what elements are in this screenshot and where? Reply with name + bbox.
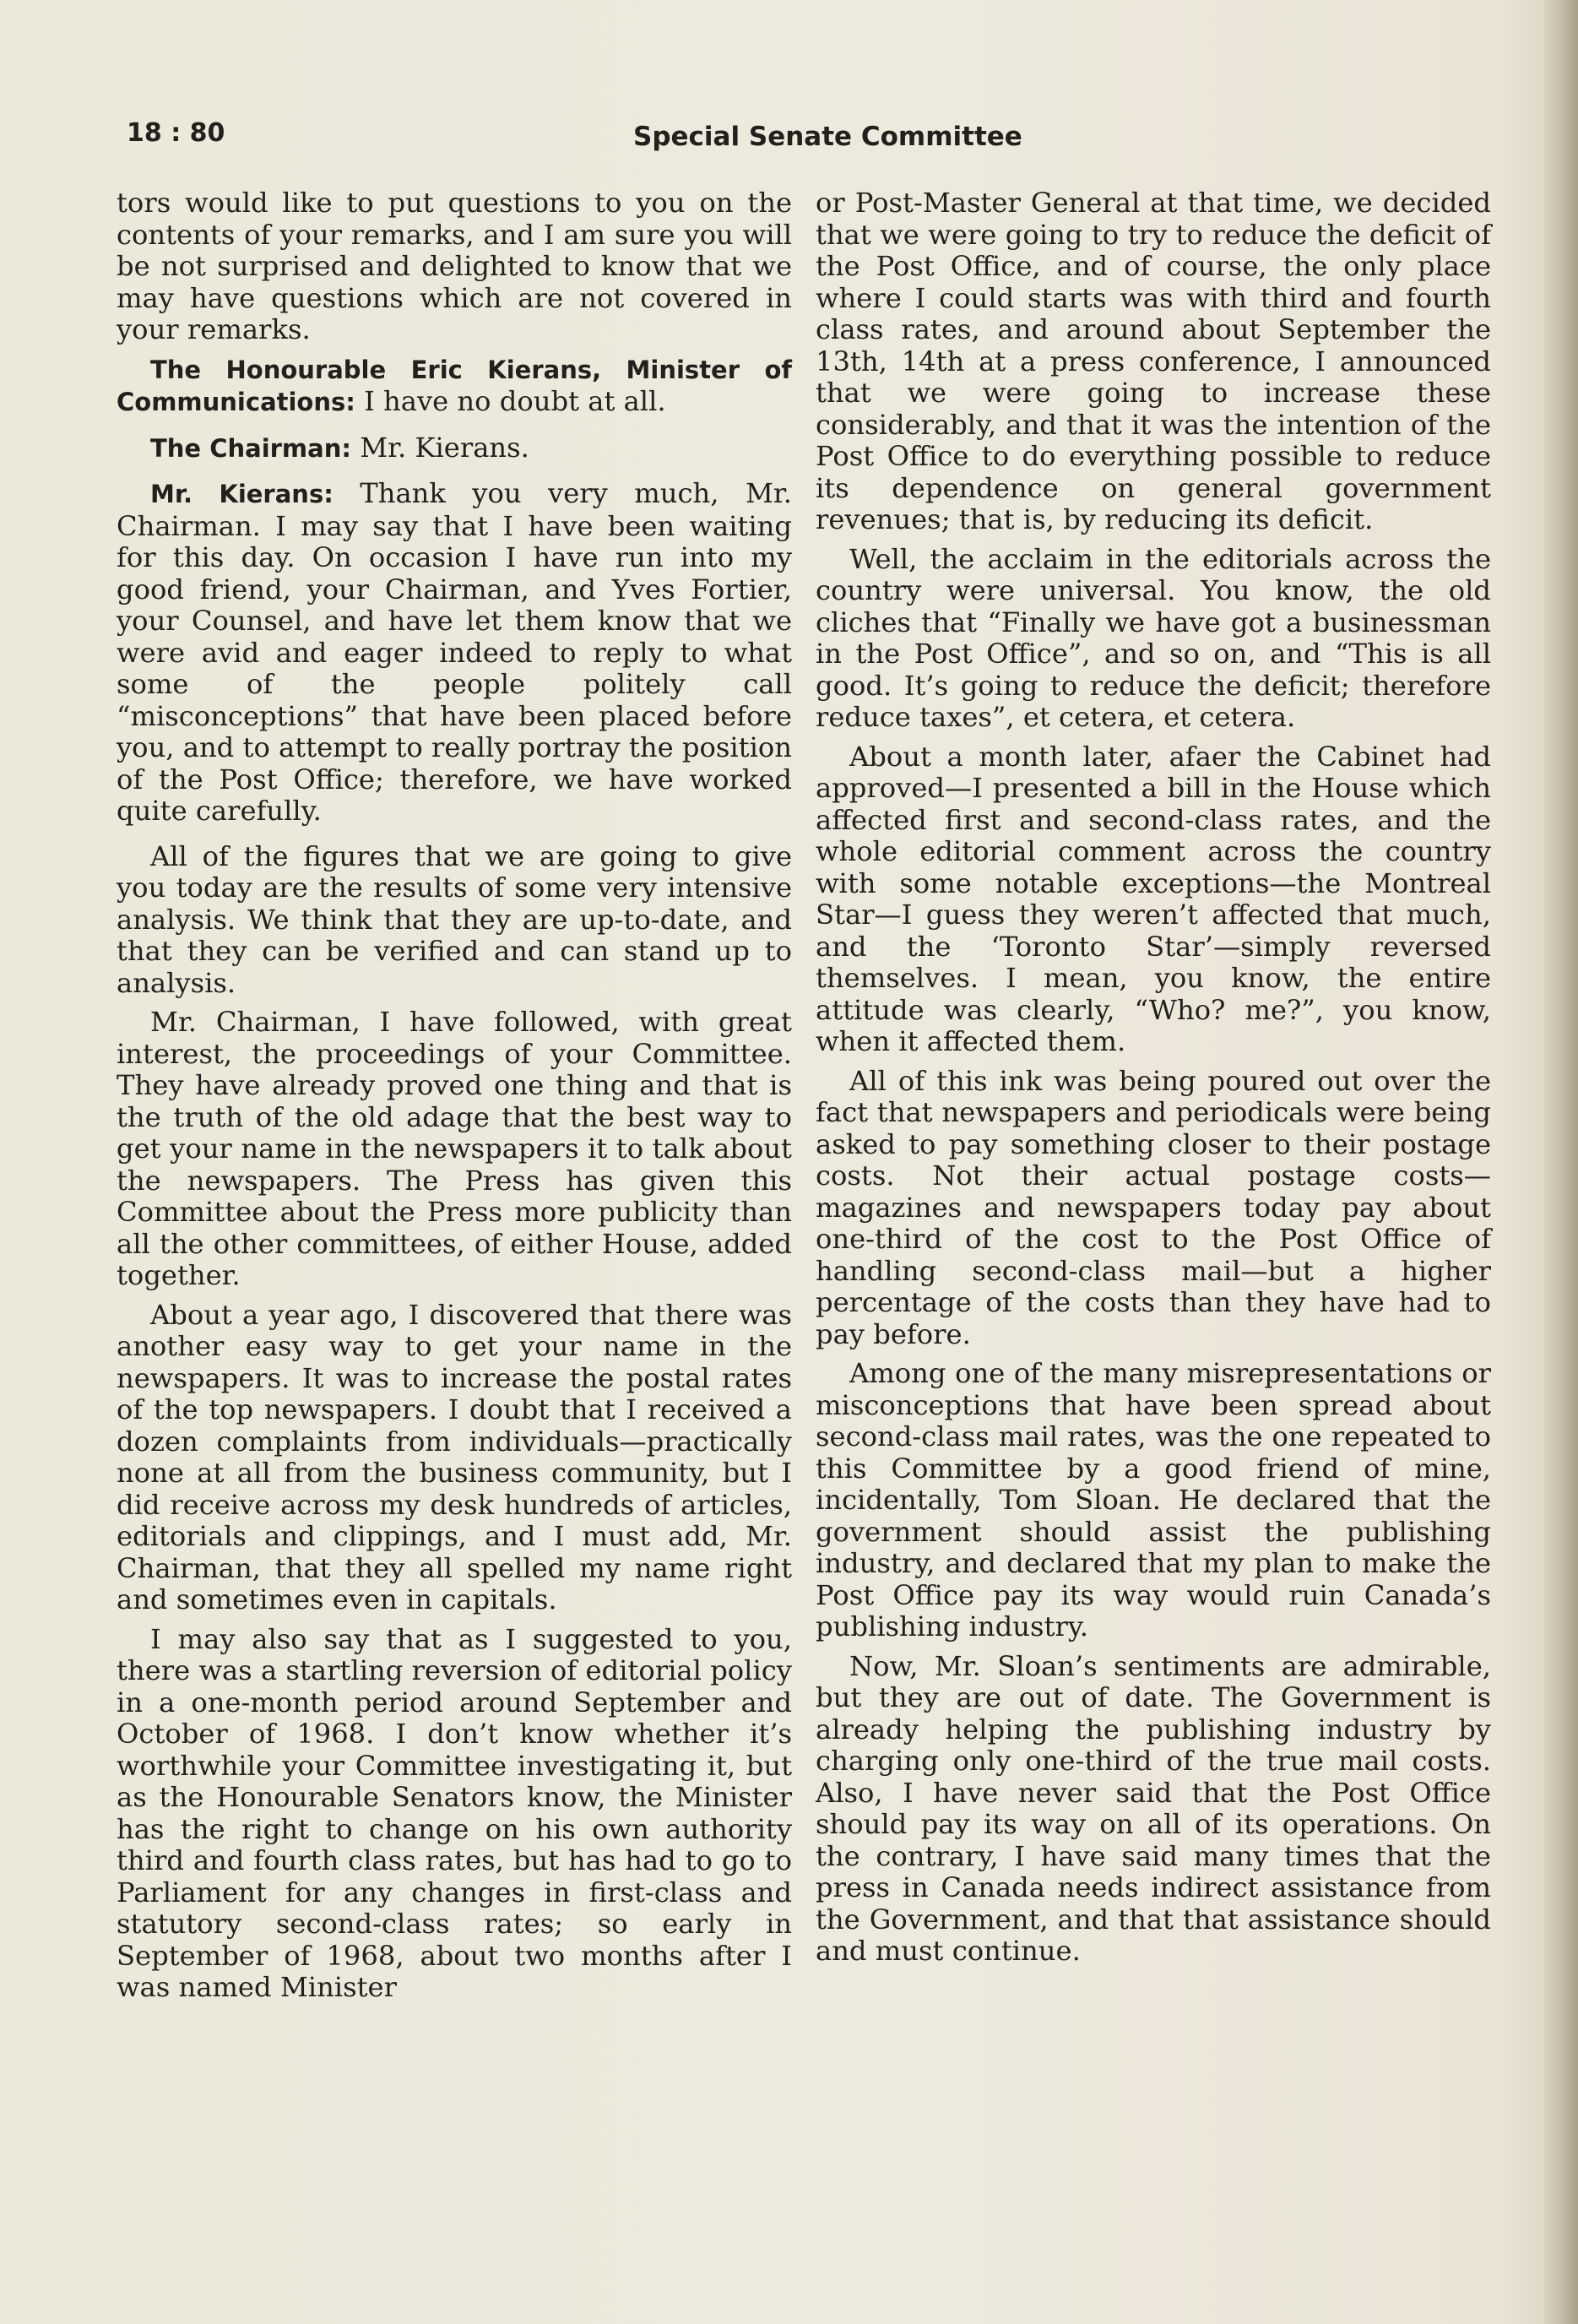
- paragraph: About a year ago, I discovered that there was another easy way to get your name in the newspapers. It was to increase the postal rates of the top newspapers. I doubt that I received a dozen complaints from individuals—practically none at all from the business community, but I did receive across my desk hundreds of articles, editorials and clippings, and I must add, Mr. Chairman, that they all spelled my name right and sometimes even in capitals.: [117, 1298, 792, 1615]
- speech-paragraph: [117, 478, 792, 828]
- paragraph: Mr. Chairman, I have followed, with great interest, the proceedings of your Committee. They have already proved one thing and that is the truth of the old adage that the best way to get your name in the newspapers it to talk about the newspapers. The Press has given this Committee about the Press more publicity than all the other committees, of either House, added together.: [117, 1006, 792, 1291]
- page-number: 18 : 80: [127, 118, 225, 148]
- speech-paragraph: [117, 432, 792, 465]
- speaker-name: The Honourable Eric Kierans, Minister of Communications:: [117, 355, 792, 416]
- speech-paragraph: [117, 354, 792, 419]
- speech-text: I have no doubt at all.: [355, 385, 666, 417]
- paragraph: Well, the acclaim in the editorials across the country were universal. You know, the old cliches that “Finally we have got a businessman in the Post Office”, and so on, and “This is all good. It’s going to reduce the deficit; therefore reduce taxes”, et cetera, et cetera.: [816, 542, 1491, 733]
- left-column: [117, 187, 792, 2012]
- speaker-name: The Chairman:: [150, 433, 351, 463]
- paragraph: Now, Mr. Sloan’s sentiments are admirable, but they are out of date. The Government is already helping the publishing industry by charging only one-third of the true mail costs. Also, I have never said that the Post Office should pay its way on all of its operations. On the contrary, I have said many times that the press in Canada needs indirect assistance from the Government, and that that assistance should and must continue.: [816, 1649, 1491, 1967]
- right-column: [816, 187, 1491, 1975]
- paragraph: tors would like to put questions to you on the contents of your remarks, and I am sure you will be not surprised and delighted to know that we may have questions which are not covered in your remarks.: [117, 187, 792, 345]
- running-title: Special Senate Committee: [633, 122, 1022, 152]
- paragraph: All of the figures that we are going to give you today are the results of some very intensive analysis. We think that they are up-to-date, and that they can be verified and can stand up to analysis.: [117, 839, 792, 999]
- paragraph: About a month later, afaer the Cabinet had approved—I presented a bill in the House which affected first and second-class rates, and the whole editorial comment across the country with some notable exceptions—the Montreal Star—I guess they weren’t affected that much, and the ‘Toronto Star’—simply reversed themselves. I mean, you know, the entire attitude was clearly, “Who? me?”, you know, when it affected them.: [816, 740, 1491, 1057]
- speech-text: Mr. Kierans.: [350, 431, 529, 464]
- page-header: [127, 118, 1511, 160]
- book-spine-shadow: [1544, 0, 1578, 2324]
- speaker-name: Mr. Kierans:: [150, 480, 333, 508]
- paragraph: Among one of the many misrepresentations or misconceptions that have been spread about second-class mail rates, was the one repeated to this Committee by a good friend of mine, incidentally, Tom Sloan. He declared that the government should assist the publishing industry, and declared that my plan to make the Post Office pay its way would ruin Canada’s publishing industry.: [816, 1357, 1491, 1643]
- paragraph: I may also say that as I suggested to you, there was a startling reversion of editorial policy in a one-month period around September and October of 1968. I don’t know whether it’s worthwhile your Committee investigating it, but as the Honourable Senators know, the Minister has the right to change on his own authority third and fourth class rates, but has had to go to Parliament for any changes in first-class and statutory second-class rates; so early in September of 1968, about two months after I was named Minister: [117, 1622, 792, 2003]
- speech-text: Thank you very much, Mr. Chairman. I may say that I have been waiting for this day. On occasion I have run into my good friend, your Chairman, and Yves Fortier, your Counsel, and have let them know that we were avid and eager indeed to reply to what some of the people politely call “misconceptions” that have been placed before you, and to attempt to really portray the position of the Post Office; therefore, we have worked quite carefully.: [117, 477, 793, 827]
- paragraph: All of this ink was being poured out over the fact that newspapers and periodicals were being asked to pay something closer to their postage costs. Not their actual postage costs—magazines and newspapers today pay about one-third of the cost to the Post Office of handling second-class mail—but a higher percentage of the costs than they have had to pay before.: [816, 1064, 1491, 1350]
- paragraph: or Post-Master General at that time, we decided that we were going to try to reduce the deficit of the Post Office, and of course, the only place where I could starts was with third and fourth class rates, and around about September the 13th, 14th at a press conference, I announced that we were going to increase these considerably, and that it was the intention of the Post Office to do everything possible to reduce its dependence on general government revenues; that is, by reducing its deficit.: [816, 187, 1491, 535]
